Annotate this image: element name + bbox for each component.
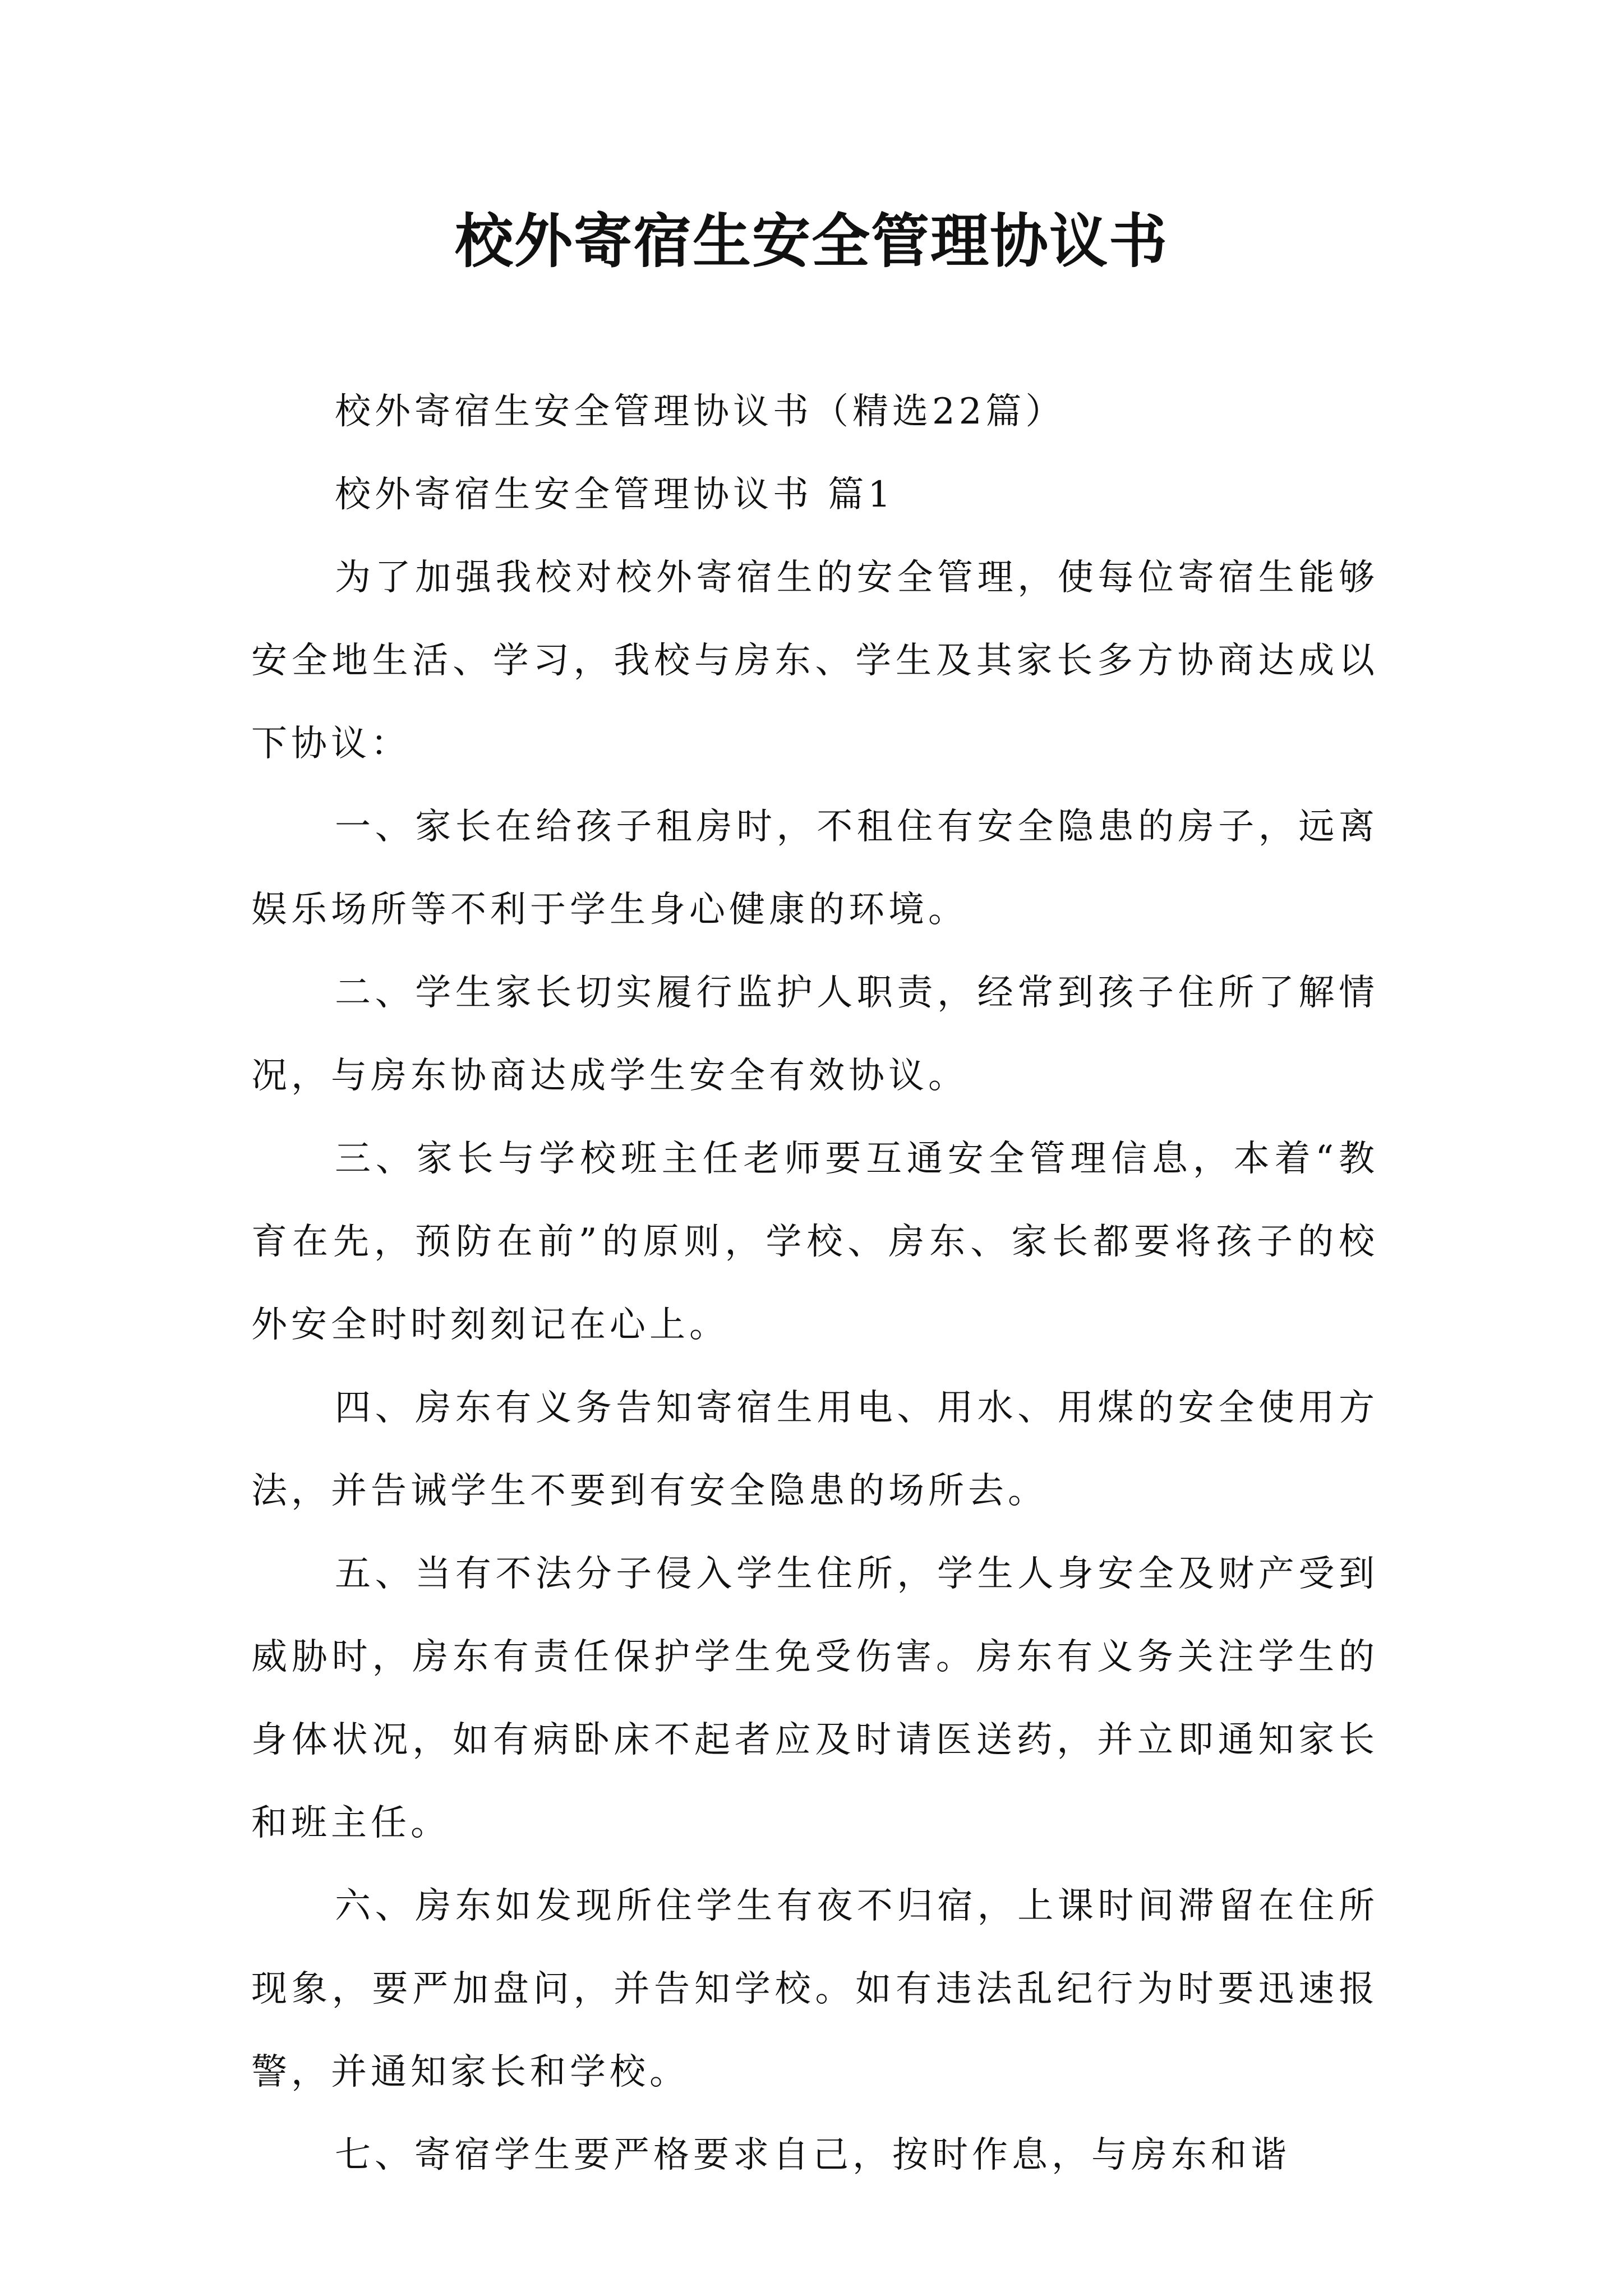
document-subtitle: 校外寄宿生安全管理协议书（精选22篇）	[335, 391, 1066, 432]
document-title: 校外寄宿生安全管理协议书	[454, 207, 1168, 275]
paragraph-clause-7: 七、寄宿学生要严格要求自己，按时作息，与房东和谐	[335, 2134, 1290, 2176]
document-body	[251, 370, 1378, 2197]
section-heading: 校外寄宿生安全管理协议书 篇1	[335, 474, 895, 516]
paragraph-clause-3: 三、家长与学校班主任老师要互通安全管理信息，本着“教育在先，预防在前”的原则，学校、房东、家长都要将孩子的校外安全时时刻刻记在心上。	[251, 1138, 1378, 1346]
paragraph-clause-2: 二、学生家长切实履行监护人职责，经常到孩子住所了解情况，与房东协商达成学生安全有效协议。	[251, 972, 1378, 1097]
paragraph-clause-5: 五、当有不法分子侵入学生住所，学生人身安全及财产受到威胁时，房东有责任保护学生免受伤害。房东有义务关注学生的身体状况，如有病卧床不起者应及时请医送药，并立即通知家长和班主任。	[251, 1553, 1378, 1844]
paragraph-clause-4: 四、房东有义务告知寄宿生用电、用水、用煤的安全使用方法，并告诫学生不要到有安全隐患的场所去。	[251, 1387, 1378, 1512]
paragraph-clause-6: 六、房东如发现所住学生有夜不归宿，上课时间滞留在住所现象，要严加盘问，并告知学校。如有违法乱纪行为时要迅速报警，并通知家长和学校。	[251, 1885, 1378, 2093]
paragraph-clause-1: 一、家长在给孩子租房时，不租住有安全隐患的房子，远离娱乐场所等不利于学生身心健康的环境。	[251, 806, 1378, 931]
paragraph-intro: 为了加强我校对校外寄宿生的安全管理，使每位寄宿生能够安全地生活、学习，我校与房东、学生及其家长多方协商达成以下协议：	[251, 557, 1378, 765]
